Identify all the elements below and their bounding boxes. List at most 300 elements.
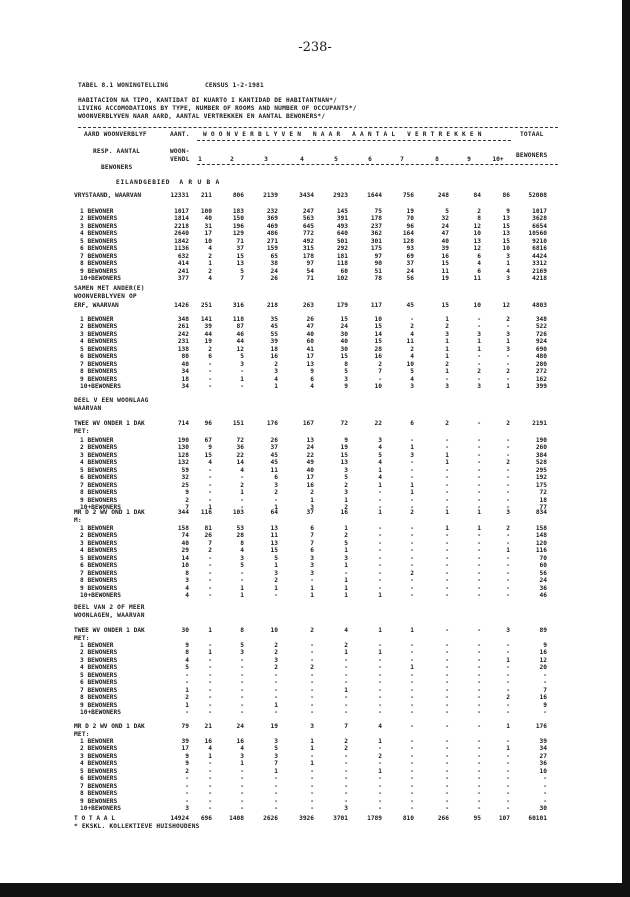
cell-value: 24: [236, 723, 244, 730]
cell-value: 8: [185, 569, 189, 577]
cell-value: 145: [336, 208, 348, 215]
cell-value: 30: [340, 345, 348, 353]
cell-value: 9: [543, 701, 547, 709]
cell-value: 1: [310, 738, 314, 745]
cell-value: 2: [240, 481, 244, 489]
cell-value: -: [274, 790, 278, 798]
cell-value: 1: [240, 489, 244, 497]
cell-value: 362: [370, 230, 382, 238]
cell-value: 87: [236, 323, 244, 331]
table-row: [0, 790, 630, 797]
cell-value: 148: [535, 532, 547, 540]
row-label: 3 BEWONERS: [80, 222, 118, 230]
cell-value: 241: [177, 267, 189, 275]
cell-value: -: [344, 664, 348, 672]
cell-value: -: [410, 592, 414, 600]
section-heading: WOONLAGEN, WAARVAN: [74, 612, 145, 619]
cell-value: 4: [378, 459, 382, 467]
cell-value: -: [240, 671, 244, 679]
row-label: 10+BEWONERS: [80, 592, 121, 600]
cell-value: -: [208, 592, 212, 600]
cell-value: 3: [410, 451, 414, 459]
cell-value: -: [208, 642, 212, 649]
cell-value: -: [506, 649, 510, 657]
cell-value: 5: [240, 353, 244, 361]
cell-value: 1: [477, 509, 481, 516]
cell-value: 2: [310, 664, 314, 672]
row-label: 4 BEWONERS: [80, 760, 118, 768]
cell-value: 138: [177, 345, 189, 353]
cell-value: -: [240, 504, 244, 512]
cell-value: -: [477, 496, 481, 504]
cell-value: -: [378, 805, 382, 813]
cell-value: 9: [310, 368, 314, 376]
cell-value: 3: [506, 330, 510, 338]
cell-value: 37: [306, 509, 314, 516]
cell-value: -: [410, 752, 414, 760]
cell-value: 4: [410, 375, 414, 383]
cell-value: 15: [204, 451, 212, 459]
cell-value: 47: [441, 230, 449, 238]
cell-value: -: [410, 745, 414, 753]
table-row: [0, 760, 630, 767]
cell-value: 22: [236, 451, 244, 459]
cell-value: -: [410, 694, 414, 702]
cell-value: 192: [535, 474, 547, 482]
row-label: 5 BEWONERS: [80, 671, 118, 679]
table-row: [0, 738, 630, 745]
cell-value: -: [208, 664, 212, 672]
cell-value: 14924: [170, 815, 189, 822]
row-label: 3 BEWONERS: [80, 656, 118, 664]
row-label: 10+BEWONERS: [80, 805, 121, 813]
cell-value: 47: [306, 323, 314, 331]
stub-header: RESP. AANTAL: [93, 148, 141, 155]
table-row: [0, 474, 630, 481]
cell-value: 3: [240, 752, 244, 760]
cell-value: 6: [274, 474, 278, 482]
cell-value: 71: [306, 275, 314, 283]
cell-value: -: [378, 504, 382, 512]
cell-value: -: [506, 569, 510, 577]
row-label: 8 BEWONERS: [80, 694, 118, 702]
cell-value: 178: [370, 215, 382, 223]
cell-value: 190: [535, 437, 547, 444]
cell-value: 1: [477, 338, 481, 346]
cell-value: -: [208, 481, 212, 489]
cell-value: 15: [236, 252, 244, 260]
room-column-header: 3: [264, 156, 268, 163]
cell-value: -: [240, 782, 244, 790]
cell-value: -: [208, 577, 212, 585]
cell-value: 6: [310, 375, 314, 383]
cell-value: -: [506, 805, 510, 813]
total-header: TOTAAL: [520, 131, 544, 138]
cell-value: -: [506, 532, 510, 540]
cell-value: -: [185, 790, 189, 798]
cell-value: 158: [177, 525, 189, 532]
cell-value: -: [274, 694, 278, 702]
cell-value: -: [445, 489, 449, 497]
cell-value: 528: [535, 459, 547, 467]
cell-value: -: [310, 649, 314, 657]
cell-value: 2: [410, 345, 414, 353]
cell-value: -: [378, 547, 382, 555]
cell-value: 232: [266, 208, 278, 215]
cell-value: 12: [473, 222, 481, 230]
cell-value: 2: [310, 627, 314, 634]
cell-value: 17: [306, 474, 314, 482]
row-label: 4 BEWONERS: [80, 459, 118, 467]
cell-value: 24: [406, 267, 414, 275]
cell-value: -: [477, 316, 481, 323]
cell-value: 53: [236, 525, 244, 532]
cell-value: 1: [506, 260, 510, 268]
cell-value: 4: [208, 245, 212, 253]
cell-value: 348: [177, 316, 189, 323]
section-total-row: [0, 420, 630, 427]
row-label: 3 BEWONERS: [80, 330, 118, 338]
cell-value: 6: [310, 547, 314, 555]
cell-value: -: [506, 353, 510, 361]
cell-value: 130: [177, 444, 189, 452]
cell-value: -: [410, 474, 414, 482]
cell-value: 3: [506, 627, 510, 634]
cell-value: 13: [502, 215, 510, 223]
cell-value: -: [445, 767, 449, 775]
cell-value: 159: [266, 245, 278, 253]
cell-value: 13: [502, 230, 510, 238]
cell-value: 369: [266, 215, 278, 223]
cell-value: -: [410, 459, 414, 467]
cell-value: 10: [473, 302, 481, 309]
cell-value: 2626: [263, 815, 278, 822]
cell-value: 1: [344, 584, 348, 592]
cell-value: 18: [181, 375, 189, 383]
cell-value: 806: [232, 192, 244, 199]
cell-value: 7: [240, 275, 244, 283]
cell-value: 20: [539, 664, 547, 672]
cell-value: 2: [506, 316, 510, 323]
cell-value: 280: [535, 360, 547, 368]
cell-value: 158: [535, 525, 547, 532]
row-label: 9 BEWONERS: [80, 267, 118, 275]
cell-value: 9: [344, 437, 348, 444]
room-column-header: 2: [230, 156, 234, 163]
cell-value: -: [477, 775, 481, 783]
cell-value: 190: [177, 437, 189, 444]
row-label: 8 BEWONERS: [80, 368, 118, 376]
cell-value: 1: [208, 260, 212, 268]
cell-value: 3: [274, 656, 278, 664]
cell-value: 315: [302, 245, 314, 253]
table-row: [0, 649, 630, 656]
cell-value: 7: [378, 368, 382, 376]
cell-value: 1: [344, 547, 348, 555]
cell-value: 29: [181, 547, 189, 555]
cell-value: 3: [240, 554, 244, 562]
cell-value: -: [445, 782, 449, 790]
cell-value: -: [506, 466, 510, 474]
cell-value: 96: [406, 222, 414, 230]
cell-value: -: [506, 686, 510, 694]
cell-value: 24: [340, 323, 348, 331]
cell-value: -: [410, 686, 414, 694]
cell-value: 16: [236, 738, 244, 745]
cell-value: -: [185, 775, 189, 783]
cell-value: 295: [535, 466, 547, 474]
cell-value: 3: [477, 330, 481, 338]
table-row: [0, 361, 630, 368]
row-label: 10+BEWONERS: [80, 504, 121, 512]
table-row: [0, 383, 630, 390]
table-row: [0, 316, 630, 323]
table-row: [0, 230, 630, 237]
cell-value: -: [378, 656, 382, 664]
cell-value: -: [506, 360, 510, 368]
cell-value: 1: [274, 701, 278, 709]
cell-value: 5: [378, 451, 382, 459]
section-heading: DEEL VAN 2 OF MEER: [74, 604, 145, 611]
cell-value: 14: [374, 330, 382, 338]
cell-value: 30: [539, 805, 547, 813]
cell-value: 79: [181, 723, 189, 730]
row-label: 3 BEWONERS: [80, 752, 118, 760]
cell-value: 1017: [174, 208, 189, 215]
cell-value: 563: [302, 215, 314, 223]
row-label: VRYSTAAND, WAARVAN: [74, 192, 142, 199]
table-row: [0, 323, 630, 330]
room-column-header: 7: [400, 156, 404, 163]
cell-value: 15: [502, 237, 510, 245]
cell-value: -: [240, 790, 244, 798]
cell-value: -: [410, 554, 414, 562]
cell-value: -: [506, 489, 510, 497]
cell-value: -: [310, 767, 314, 775]
room-column-header: 1: [198, 156, 202, 163]
cell-value: 1: [378, 649, 382, 657]
cell-value: -: [410, 709, 414, 717]
row-label: 6 BEWONERS: [80, 245, 118, 253]
cell-value: 26: [204, 532, 212, 540]
aant-header: AANT.: [170, 131, 190, 138]
cell-value: 116: [535, 547, 547, 555]
cell-value: 36: [539, 584, 547, 592]
table-row: [0, 489, 630, 496]
cell-value: 37: [270, 444, 278, 452]
cell-value: 100: [200, 208, 212, 215]
cell-value: 1: [477, 345, 481, 353]
cell-value: 2: [445, 323, 449, 331]
cell-value: 1: [410, 481, 414, 489]
cell-value: -: [240, 368, 244, 376]
cell-value: 26: [270, 275, 278, 283]
row-label: 8 BEWONERS: [80, 260, 118, 268]
cell-value: -: [477, 577, 481, 585]
cell-value: 7: [310, 539, 314, 547]
cell-value: -: [477, 752, 481, 760]
cell-value: 7: [208, 539, 212, 547]
cell-value: -: [410, 316, 414, 323]
cell-value: -: [477, 592, 481, 600]
cell-value: -: [477, 701, 481, 709]
cell-value: -: [477, 323, 481, 331]
cell-value: -: [208, 790, 212, 798]
cell-value: 4: [208, 745, 212, 753]
cell-value: -: [506, 679, 510, 687]
cell-value: 1: [274, 767, 278, 775]
cell-value: -: [240, 569, 244, 577]
table-row: [0, 437, 630, 444]
cell-value: 1: [445, 509, 449, 516]
cell-value: -: [310, 752, 314, 760]
cell-value: -: [378, 496, 382, 504]
cell-value: 59: [181, 466, 189, 474]
table-row: [0, 577, 630, 584]
cell-value: 4: [378, 474, 382, 482]
cell-value: 16: [270, 353, 278, 361]
row-label: 5 BEWONERS: [80, 554, 118, 562]
cell-value: 632: [177, 252, 189, 260]
cell-value: -: [185, 782, 189, 790]
cell-value: -: [208, 569, 212, 577]
cell-value: 12: [539, 656, 547, 664]
cell-value: 4: [378, 723, 382, 730]
cell-value: 377: [177, 275, 189, 283]
cell-value: 271: [266, 237, 278, 245]
cell-value: 492: [302, 237, 314, 245]
cell-value: 2: [274, 664, 278, 672]
cell-value: -: [477, 375, 481, 383]
table-row: [0, 245, 630, 252]
census-date: CENSUS 1-2-1981: [205, 82, 264, 89]
cell-value: -: [378, 782, 382, 790]
cell-value: -: [310, 782, 314, 790]
cell-value: 81: [204, 525, 212, 532]
cell-value: -: [506, 474, 510, 482]
cell-value: 15: [502, 222, 510, 230]
cell-value: -: [208, 679, 212, 687]
cell-value: 2: [344, 504, 348, 512]
cell-value: 30: [181, 627, 189, 634]
cell-value: 183: [232, 208, 244, 215]
cell-value: 69: [406, 252, 414, 260]
row-label: ERF, WAARVAN: [74, 302, 119, 309]
cell-value: -: [410, 525, 414, 532]
cell-value: -: [274, 671, 278, 679]
cell-value: -: [410, 656, 414, 664]
cell-value: -: [240, 496, 244, 504]
cell-value: 13: [236, 260, 244, 268]
cell-value: 1: [378, 481, 382, 489]
cell-value: 3: [310, 504, 314, 512]
table-row: [0, 570, 630, 577]
cell-value: 41: [306, 345, 314, 353]
cell-value: 19: [204, 338, 212, 346]
cell-value: 4: [378, 444, 382, 452]
row-label: 6 BEWONERS: [80, 679, 118, 687]
cell-value: -: [344, 671, 348, 679]
cell-value: -: [410, 496, 414, 504]
cell-value: 384: [535, 451, 547, 459]
cell-value: 1: [378, 466, 382, 474]
table-row: [0, 532, 630, 539]
cell-value: 1: [185, 701, 189, 709]
cell-value: -: [506, 577, 510, 585]
cell-value: -: [378, 539, 382, 547]
cell-value: 1: [208, 649, 212, 657]
cell-value: -: [344, 694, 348, 702]
row-label: 5 BEWONERS: [80, 237, 118, 245]
table-row: [0, 346, 630, 353]
cell-value: -: [445, 649, 449, 657]
cell-value: 15: [374, 323, 382, 331]
cell-value: 260: [535, 444, 547, 452]
cell-value: -: [477, 805, 481, 813]
cell-value: 1: [445, 353, 449, 361]
cell-value: 645: [302, 222, 314, 230]
cell-value: -: [445, 775, 449, 783]
cell-value: 4: [240, 547, 244, 555]
row-label: 4 BEWONERS: [80, 230, 118, 238]
row-label: 7 BEWONERS: [80, 782, 118, 790]
cell-value: -: [445, 805, 449, 813]
cell-value: 46: [539, 592, 547, 600]
row-label: 9 BEWONERS: [80, 797, 118, 805]
cell-value: -: [477, 767, 481, 775]
cell-value: 39: [270, 338, 278, 346]
cell-value: -: [378, 577, 382, 585]
cell-value: 70: [539, 554, 547, 562]
cell-value: 60: [306, 338, 314, 346]
cell-value: 10: [374, 383, 382, 391]
cell-value: -: [410, 437, 414, 444]
cell-value: 60: [340, 267, 348, 275]
cell-value: -: [445, 752, 449, 760]
cell-value: 176: [535, 723, 547, 730]
cell-value: -: [378, 671, 382, 679]
cell-value: 316: [232, 302, 244, 309]
cell-value: 16: [374, 353, 382, 361]
cell-value: -: [344, 679, 348, 687]
cell-value: 97: [374, 252, 382, 260]
cell-value: 3: [344, 554, 348, 562]
table-row: [0, 702, 630, 709]
cell-value: -: [506, 592, 510, 600]
cell-value: -: [185, 679, 189, 687]
cell-value: 36: [539, 760, 547, 768]
cell-value: 1644: [367, 192, 382, 199]
cell-value: 10: [374, 316, 382, 323]
cell-value: -: [344, 775, 348, 783]
cell-value: 2: [410, 509, 414, 516]
table-row: [0, 547, 630, 554]
cell-value: 9: [185, 642, 189, 649]
cell-value: 242: [177, 330, 189, 338]
table-row: [0, 775, 630, 782]
cell-value: 522: [535, 323, 547, 331]
cell-value: 391: [336, 215, 348, 223]
cell-value: -: [240, 701, 244, 709]
cell-value: -: [344, 569, 348, 577]
cell-value: 1842: [174, 237, 189, 245]
cell-value: 34: [181, 368, 189, 376]
cell-value: -: [240, 577, 244, 585]
cell-value: 13: [270, 525, 278, 532]
aant-header: WOON-: [170, 148, 190, 155]
cell-value: 16: [340, 509, 348, 516]
cell-value: -: [445, 656, 449, 664]
